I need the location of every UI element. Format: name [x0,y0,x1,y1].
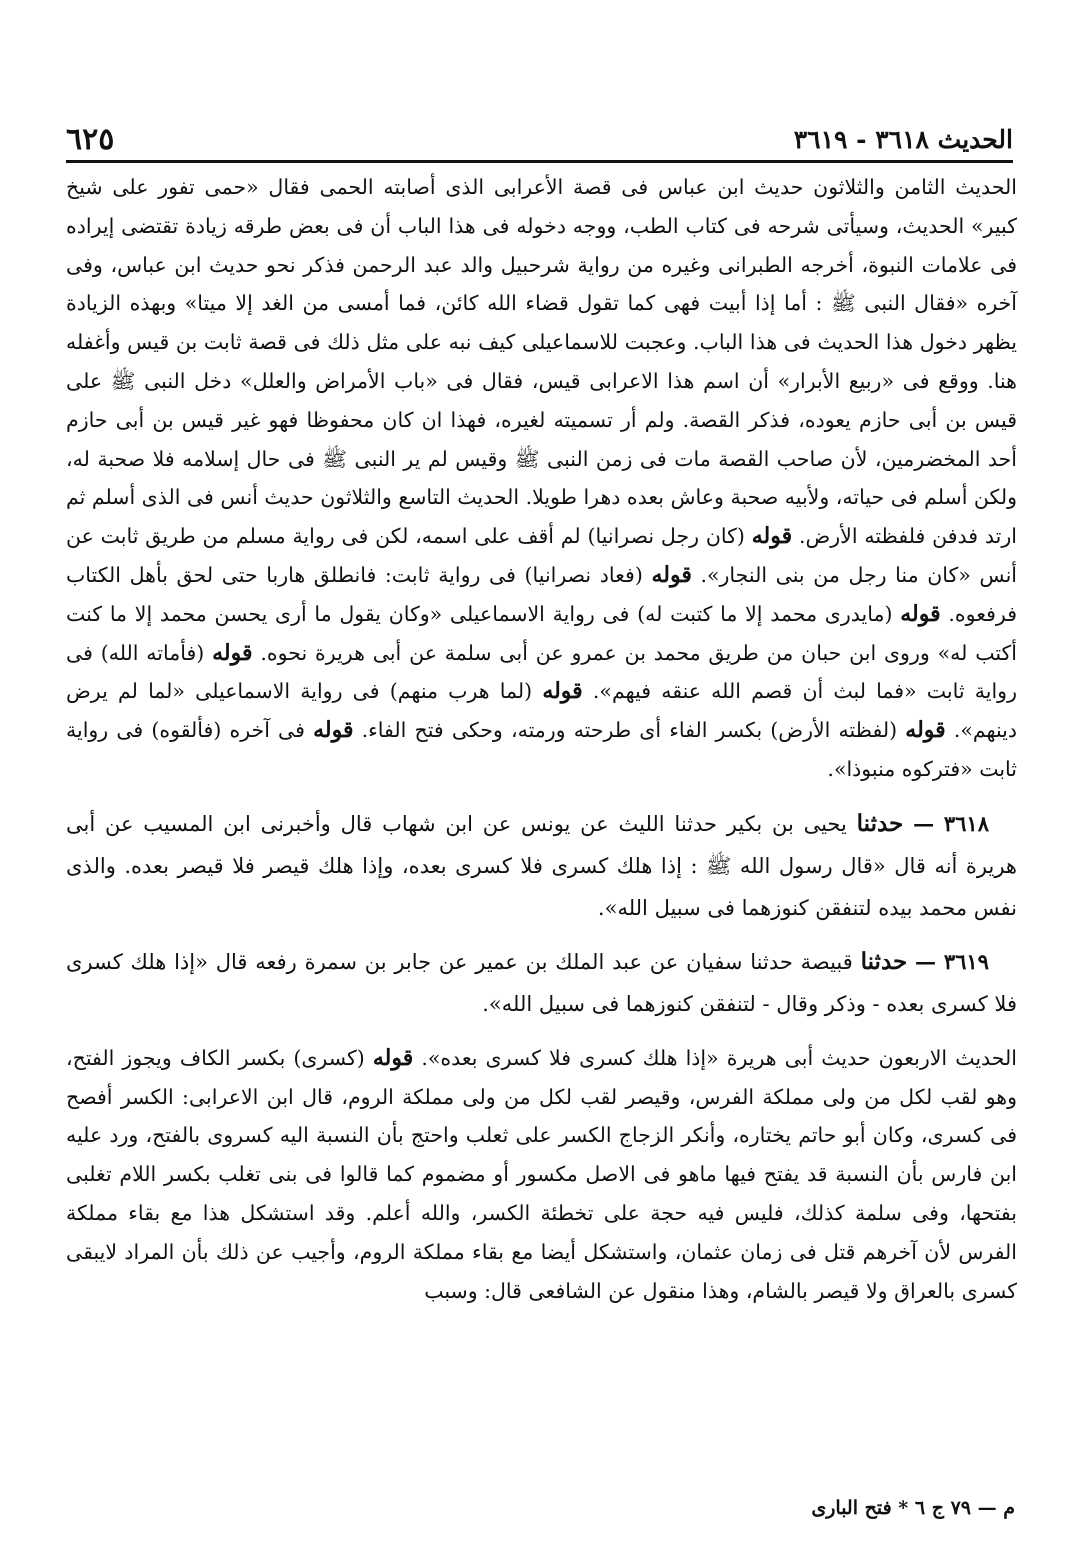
commentary-text: (لفظته الأرض) بكسر الفاء أى طرحته ورمته، وحكى فتح الفاء. [361,718,898,743]
commentary-text: (كسرى) بكسر الكاف ويجوز الفتح، وهو لقب لكل من ولى مملكة الفرس، وقيصر لقب لكل من ولى مملكة الروم، قال ابن الاعرابى: الكسر أفصح فى كسرى، وكان أبو حاتم يختاره، وأنكر الزجاج الكسر على ثعلب واحتج بأن النسبة اليه كسروى بالفتح، ورد عليه ابن فارس بأن النسبة قد يفتح فيها ماهو فى الاصل مكسور أو مضموم كما قالوا فى بنى تغلب بكسر اللام تغلبى بفتحها، وفى سلمة كذلك، فليس فيه حجة على تخطئة الكسر، والله أعلم. وقد استشكل هذا مع بقاء مملكة الفرس لأن آخرهم قتل فى زمان عثمان، واستشكل أيضا مع بقاء مملكة الروم، وأجيب عن ذلك بأن المراد لايبقى كسرى بالعراق ولا قيصر بالشام، وهذا منقول عن الشافعى قال: وسبب [66,1045,1017,1303]
qawluh-marker: قوله [372,1044,414,1071]
commentary-text: (لما هرب منهم) فى رواية الاسماعيلى «لما لم يرض دينهم». [66,679,1017,743]
hadith-dash: — [913,810,935,836]
page-number: ٦٢٥ [66,121,115,157]
hadith-text: يحيى بن بكير حدثنا الليث عن يونس عن ابن شهاب قال وأخبرنى ابن المسيب عن أبى هريرة أنه قال «قال رسول الله ﷺ : إذا هلك كسرى فلا كسرى بعده، وإذا هلك قيصر فلا قيصر بعده. والذى نفس محمد بيده لتنفقن كنوزهما فى سبيل الله». [66,811,1017,920]
hadith-text: قبيصة حدثنا سفيان عن عبد الملك بن عمير عن جابر بن سمرة رفعه قال «إذا هلك كسرى فلا كسرى بعده - وذكر وقال - لتنفقن كنوزهما فى سبيل الله». [66,949,1017,1016]
hadith-3618 [66,803,1017,929]
commentary-text: (مايدرى محمد إلا ما كتبت له) فى رواية الاسماعيلى «وكان يقول ما أرى يحسن محمد إلا ما كنت أكتب له» وروى ابن حبان من طريق محمد بن عمرو عن أبى سلمة عن أبى هريرة نحوه. [66,601,1017,665]
commentary-text: (فعاد نصرانيا) فى رواية ثابت: فانطلق هاربا حتى لحق بأهل الكتاب فرفعوه. [66,562,1017,626]
qawluh-marker: قوله [651,561,692,588]
commentary-text: الحديث الثامن والثلاثون حديث ابن عباس فى قصة الأعرابى الذى أصابته الحمى فقال «حمى تفور على شيخ كبير» الحديث، وسيأتى شرحه فى كتاب الطب، ووجه دخوله فى هذا الباب أن فى بعض طرقه زيادة تقتضى إيراده فى علامات النبوة، أخرجه الطبرانى وغيره من رواية شرحبيل والد عبد الرحمن فذكر نحو حديث ابن عباس، وفى آخره «فقال النبى ﷺ : أما إذا أبيت فهى كما تقول قضاء الله كائن، فما أمسى من الغد إلا ميتا» وبهذه الزيادة يظهر دخول هذا الحديث فى هذا الباب. وعجبت للاسماعيلى كيف نبه على مثل ذلك فى قصة ثابت بن قيس وأغفله هنا. ووقع فى «ربيع الأبرار» أن اسم هذا الاعرابى قيس، فقال فى «باب الأمراض والعلل» دخل النبى ﷺ على قيس بن أبى حازم يعوده، فذكر القصة. ولم أر تسميته لغيره، فهذا ان كان محفوظا فهو غير قيس بن أبى حازم أحد المخضرمين، لأن صاحب القصة مات فى زمن النبى ﷺ وقيس لم ير النبى ﷺ فى حال إسلامه فلا صحبة له، ولكن أسلم فى حياته، ولأبيه صحبة وعاش بعده دهرا طويلا. الحديث التاسع والثلاثون حديث أنس فى الذى أسلم ثم ارتد فدفن فلفظته الأرض. [66,175,1017,549]
haddathana-marker: حدثنا [856,809,904,837]
hadith-number: ٣٦١٨ [943,810,989,836]
commentary-text: فى آخره (فألقوه) فى رواية ثابت «فتركوه منبوذا». [66,718,1017,781]
commentary-text: (كان رجل نصرانيا) لم أقف على اسمه، لكن فى رواية مسلم من طريق ثابت عن أنس «كان منا رجل من بنى النجار». [66,524,1017,587]
qawluh-marker: قوله [542,678,583,705]
commentary-paragraph-1 [66,168,1017,789]
qawluh-marker: قوله [905,717,946,744]
page-body [66,168,1017,1310]
running-title: الحديث ٣٦١٨ - ٣٦١٩ [793,124,1013,154]
qawluh-marker: قوله [751,523,793,550]
page-header [66,118,1013,163]
commentary-text: (فأماته الله) فى رواية ثابت «فما لبث أن قصم الله عنقه فيهم». [66,640,1017,704]
hadith-dash: — [915,948,937,974]
qawluh-marker: قوله [313,717,354,744]
commentary-paragraph-2 [66,1039,1017,1311]
hadith-3619 [66,941,1017,1025]
hadith-number: ٣٦١٩ [943,948,989,974]
qawluh-marker: قوله [212,639,253,666]
haddathana-marker: حدثنا [860,947,908,975]
printer-signature: م — ٧٩ ج ٦ * فتح البارى [811,1497,1015,1519]
commentary-text: الحديث الاربعون حديث أبى هريرة «إذا هلك كسرى فلا كسرى بعده». [421,1045,1017,1070]
qawluh-marker: قوله [900,600,941,627]
